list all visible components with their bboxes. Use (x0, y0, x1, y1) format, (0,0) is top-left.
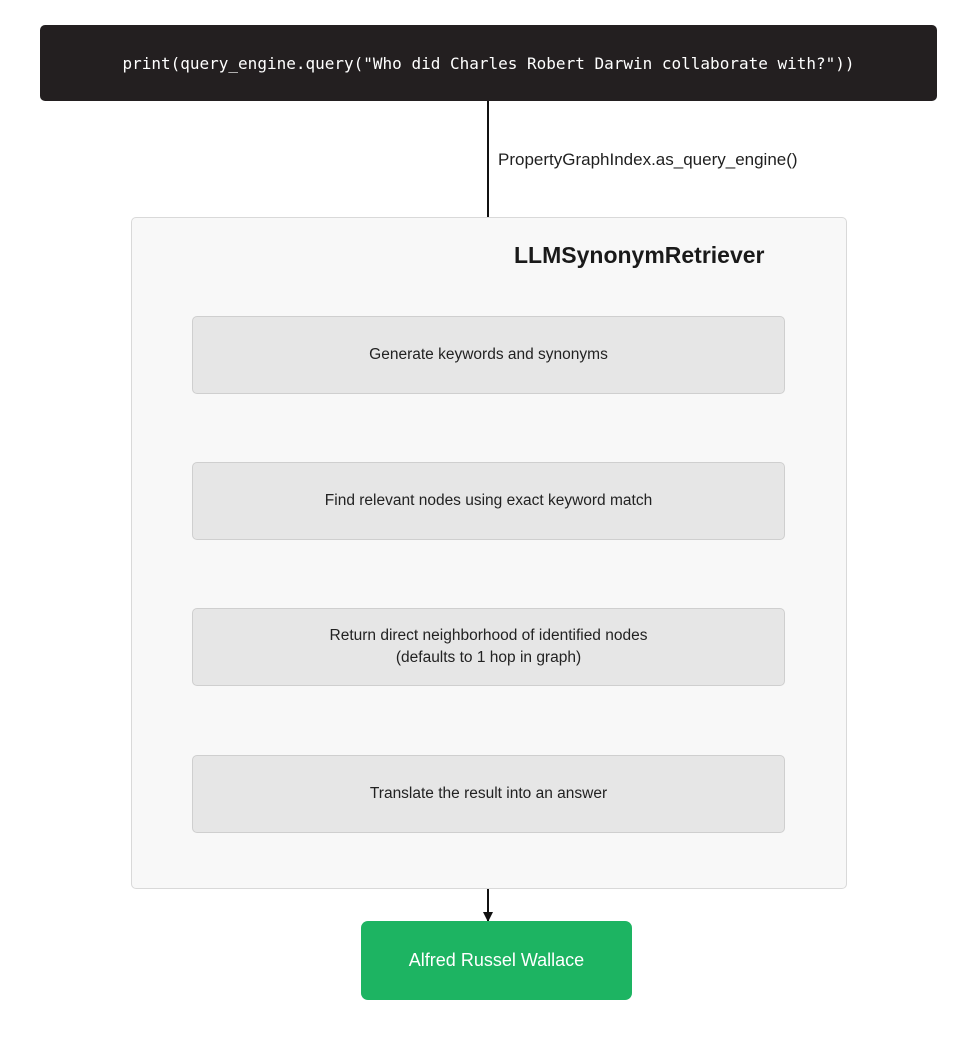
retriever-title: LLMSynonymRetriever (514, 242, 765, 268)
code-snippet: print(query_engine.query("Who did Charles Robert Darwin collaborate with?")) (40, 25, 937, 101)
step-text: Generate keywords and synonyms (369, 346, 608, 363)
step-text: Return direct neighborhood of identified nodes (329, 627, 648, 644)
step-text: Find relevant nodes using exact keyword match (324, 492, 653, 509)
step-find-relevant-nodes (192, 462, 785, 540)
step-generate-keywords (192, 316, 785, 394)
step-text: Translate the result into an answer (369, 785, 608, 802)
method-label: PropertyGraphIndex.as_query_engine() (498, 150, 798, 169)
step-subtext: (defaults to 1 hop in graph) (395, 649, 582, 666)
step-translate-result (192, 755, 785, 833)
step-return-neighborhood (192, 608, 785, 686)
result-node: Alfred Russel Wallace (361, 921, 632, 1000)
